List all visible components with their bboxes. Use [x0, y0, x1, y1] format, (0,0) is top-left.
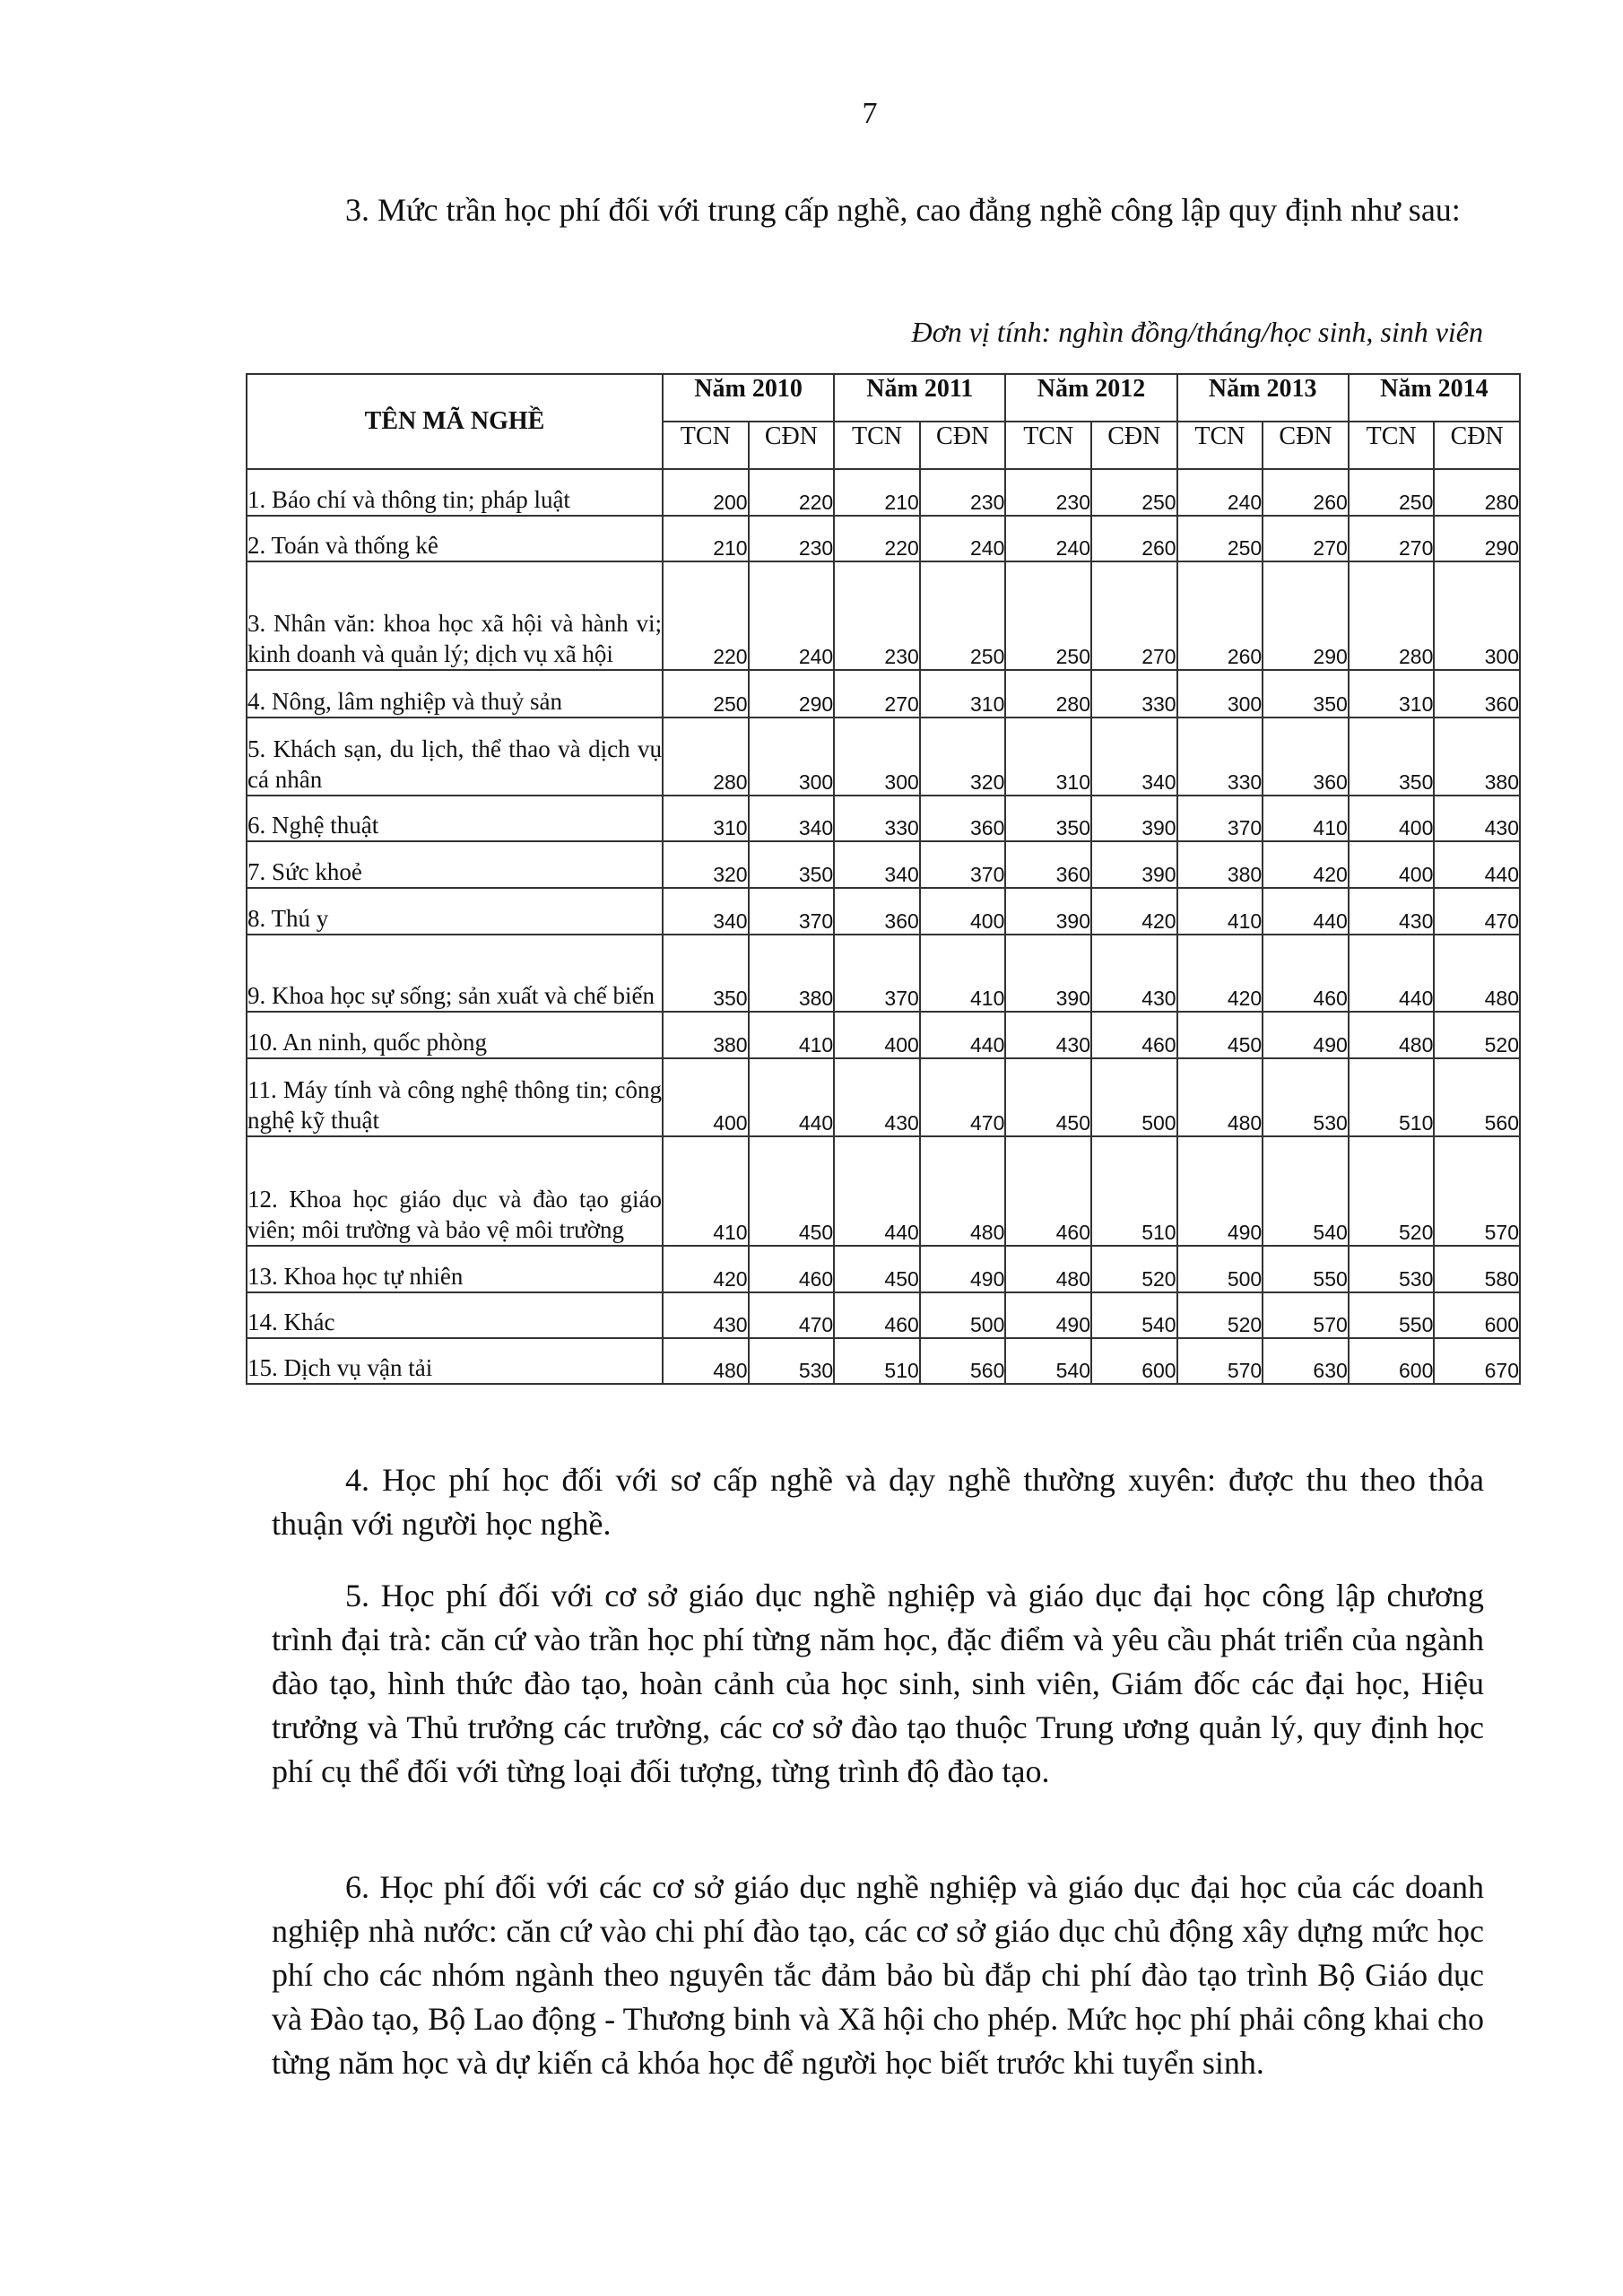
- profession-name-header: TÊN MÃ NGHỀ: [247, 374, 663, 469]
- cdn-fee-cell: 410: [1263, 796, 1349, 841]
- table-row: [247, 670, 1520, 718]
- table-row: [247, 1338, 1520, 1384]
- cdn-fee-cell: 480: [1434, 935, 1520, 1012]
- level-header-cdn: CĐN: [1263, 422, 1349, 469]
- tcn-fee-cell: 390: [1005, 888, 1091, 935]
- tcn-fee-cell: 300: [834, 718, 920, 796]
- cdn-fee-cell: 520: [1091, 1246, 1177, 1292]
- cdn-fee-cell: 350: [1263, 670, 1349, 718]
- table-row: [247, 1292, 1520, 1338]
- tcn-fee-cell: 400: [1349, 796, 1435, 841]
- unit-note: Đơn vị tính: nghìn đồng/tháng/học sinh, sinh viên: [911, 316, 1483, 348]
- tcn-fee-cell: 310: [1349, 670, 1435, 718]
- level-header-cdn: CĐN: [749, 422, 835, 469]
- cdn-fee-cell: 340: [749, 796, 835, 841]
- table-row: [247, 935, 1520, 1012]
- cdn-fee-cell: 370: [920, 841, 1006, 888]
- year-header: Năm 2010: [663, 374, 834, 422]
- profession-name-cell: 4. Nông, lâm nghiệp và thuỷ sản: [247, 670, 663, 718]
- table-row: [247, 718, 1520, 796]
- tcn-fee-cell: 460: [1005, 1136, 1091, 1246]
- cdn-fee-cell: 300: [749, 718, 835, 796]
- cdn-fee-cell: 500: [1091, 1058, 1177, 1136]
- tuition-fee-table: [246, 373, 1521, 1385]
- cdn-fee-cell: 560: [1434, 1058, 1520, 1136]
- tcn-fee-cell: 220: [834, 516, 920, 561]
- tcn-fee-cell: 210: [663, 516, 749, 561]
- profession-name-cell: 9. Khoa học sự sống; sản xuất và chế biến: [247, 935, 663, 1012]
- year-header: Năm 2012: [1005, 374, 1176, 422]
- tcn-fee-cell: 210: [834, 469, 920, 516]
- cdn-fee-cell: 410: [920, 935, 1006, 1012]
- cdn-fee-cell: 250: [920, 561, 1006, 670]
- cdn-fee-cell: 220: [749, 469, 835, 516]
- table-row: [247, 1246, 1520, 1292]
- cdn-fee-cell: 530: [1263, 1058, 1349, 1136]
- tcn-fee-cell: 370: [834, 935, 920, 1012]
- cdn-fee-cell: 520: [1434, 1012, 1520, 1058]
- cdn-fee-cell: 340: [1091, 718, 1177, 796]
- cdn-fee-cell: 360: [920, 796, 1006, 841]
- tcn-fee-cell: 410: [1177, 888, 1263, 935]
- cdn-fee-cell: 540: [1263, 1136, 1349, 1246]
- tcn-fee-cell: 280: [663, 718, 749, 796]
- tcn-fee-cell: 480: [1177, 1058, 1263, 1136]
- cdn-fee-cell: 460: [1091, 1012, 1177, 1058]
- level-header-tcn: TCN: [1005, 422, 1091, 469]
- cdn-fee-cell: 420: [1091, 888, 1177, 935]
- tcn-fee-cell: 430: [1349, 888, 1435, 935]
- profession-name-cell: 5. Khách sạn, du lịch, thể thao và dịch vụ cá nhân: [247, 718, 663, 796]
- cdn-fee-cell: 310: [920, 670, 1006, 718]
- cdn-fee-cell: 440: [920, 1012, 1006, 1058]
- cdn-fee-cell: 270: [1263, 516, 1349, 561]
- table-row: [247, 561, 1520, 670]
- cdn-fee-cell: 530: [749, 1338, 835, 1384]
- section-3-heading: 3. Mức trần học phí đối với trung cấp nghề, cao đẳng nghề công lập quy định như sau:: [345, 192, 1461, 228]
- cdn-fee-cell: 280: [1434, 469, 1520, 516]
- cdn-fee-cell: 440: [1263, 888, 1349, 935]
- tcn-fee-cell: 430: [663, 1292, 749, 1338]
- tcn-fee-cell: 520: [1349, 1136, 1435, 1246]
- tcn-fee-cell: 550: [1349, 1292, 1435, 1338]
- tcn-fee-cell: 220: [663, 561, 749, 670]
- cdn-fee-cell: 470: [920, 1058, 1006, 1136]
- tcn-fee-cell: 520: [1177, 1292, 1263, 1338]
- tcn-fee-cell: 430: [834, 1058, 920, 1136]
- year-header: Năm 2011: [834, 374, 1005, 422]
- level-header-tcn: TCN: [1349, 422, 1435, 469]
- tcn-fee-cell: 230: [834, 561, 920, 670]
- cdn-fee-cell: 510: [1091, 1136, 1177, 1246]
- profession-name-cell: 12. Khoa học giáo dục và đào tạo giáo viên; môi trường và bảo vệ môi trường: [247, 1136, 663, 1246]
- cdn-fee-cell: 430: [1091, 935, 1177, 1012]
- cdn-fee-cell: 630: [1263, 1338, 1349, 1384]
- tcn-fee-cell: 240: [1177, 469, 1263, 516]
- tcn-fee-cell: 260: [1177, 561, 1263, 670]
- cdn-fee-cell: 390: [1091, 841, 1177, 888]
- table-row: [247, 796, 1520, 841]
- cdn-fee-cell: 230: [749, 516, 835, 561]
- cdn-fee-cell: 410: [749, 1012, 835, 1058]
- cdn-fee-cell: 490: [1263, 1012, 1349, 1058]
- tcn-fee-cell: 330: [834, 796, 920, 841]
- cdn-fee-cell: 380: [1434, 718, 1520, 796]
- cdn-fee-cell: 270: [1091, 561, 1177, 670]
- cdn-fee-cell: 460: [1263, 935, 1349, 1012]
- cdn-fee-cell: 350: [749, 841, 835, 888]
- cdn-fee-cell: 560: [920, 1338, 1006, 1384]
- cdn-fee-cell: 670: [1434, 1338, 1520, 1384]
- tcn-fee-cell: 440: [834, 1136, 920, 1246]
- profession-name-cell: 1. Báo chí và thông tin; pháp luật: [247, 469, 663, 516]
- cdn-fee-cell: 440: [1434, 841, 1520, 888]
- year-header: Năm 2014: [1349, 374, 1520, 422]
- table-row: [247, 469, 1520, 516]
- tcn-fee-cell: 380: [1177, 841, 1263, 888]
- cdn-fee-cell: 470: [749, 1292, 835, 1338]
- profession-name-cell: 8. Thú y: [247, 888, 663, 935]
- profession-name-cell: 3. Nhân văn: khoa học xã hội và hành vi; kinh doanh và quản lý; dịch vụ xã hội: [247, 561, 663, 670]
- cdn-fee-cell: 480: [920, 1136, 1006, 1246]
- cdn-fee-cell: 570: [1263, 1292, 1349, 1338]
- tcn-fee-cell: 490: [1177, 1136, 1263, 1246]
- table-row: [247, 1058, 1520, 1136]
- tcn-fee-cell: 530: [1349, 1246, 1435, 1292]
- cdn-fee-cell: 490: [920, 1246, 1006, 1292]
- tcn-fee-cell: 490: [1005, 1292, 1091, 1338]
- tcn-fee-cell: 270: [834, 670, 920, 718]
- tcn-fee-cell: 440: [1349, 935, 1435, 1012]
- cdn-fee-cell: 290: [749, 670, 835, 718]
- cdn-fee-cell: 260: [1263, 469, 1349, 516]
- tcn-fee-cell: 420: [1177, 935, 1263, 1012]
- cdn-fee-cell: 470: [1434, 888, 1520, 935]
- cdn-fee-cell: 600: [1091, 1338, 1177, 1384]
- tcn-fee-cell: 360: [834, 888, 920, 935]
- cdn-fee-cell: 540: [1091, 1292, 1177, 1338]
- page-number: 7: [862, 97, 878, 130]
- cdn-fee-cell: 400: [920, 888, 1006, 935]
- tcn-fee-cell: 450: [1177, 1012, 1263, 1058]
- cdn-fee-cell: 500: [920, 1292, 1006, 1338]
- profession-name-cell: 10. An ninh, quốc phòng: [247, 1012, 663, 1058]
- tcn-fee-cell: 280: [1349, 561, 1435, 670]
- tcn-fee-cell: 360: [1005, 841, 1091, 888]
- tcn-fee-cell: 450: [834, 1246, 920, 1292]
- tcn-fee-cell: 300: [1177, 670, 1263, 718]
- tcn-fee-cell: 480: [1005, 1246, 1091, 1292]
- tcn-fee-cell: 350: [1005, 796, 1091, 841]
- tcn-fee-cell: 400: [1349, 841, 1435, 888]
- tcn-fee-cell: 600: [1349, 1338, 1435, 1384]
- tcn-fee-cell: 280: [1005, 670, 1091, 718]
- tcn-fee-cell: 230: [1005, 469, 1091, 516]
- cdn-fee-cell: 450: [749, 1136, 835, 1246]
- tcn-fee-cell: 340: [663, 888, 749, 935]
- tcn-fee-cell: 320: [663, 841, 749, 888]
- tcn-fee-cell: 400: [834, 1012, 920, 1058]
- level-header-cdn: CĐN: [1091, 422, 1177, 469]
- tcn-fee-cell: 480: [1349, 1012, 1435, 1058]
- tcn-fee-cell: 510: [1349, 1058, 1435, 1136]
- profession-name-cell: 6. Nghệ thuật: [247, 796, 663, 841]
- tcn-fee-cell: 430: [1005, 1012, 1091, 1058]
- tcn-fee-cell: 500: [1177, 1246, 1263, 1292]
- cdn-fee-cell: 290: [1263, 561, 1349, 670]
- cdn-fee-cell: 430: [1434, 796, 1520, 841]
- profession-name-cell: 11. Máy tính và công nghệ thông tin; công nghệ kỹ thuật: [247, 1058, 663, 1136]
- profession-name-cell: 2. Toán và thống kê: [247, 516, 663, 561]
- cdn-fee-cell: 420: [1263, 841, 1349, 888]
- year-header-row: [247, 374, 1520, 422]
- tcn-fee-cell: 250: [1349, 469, 1435, 516]
- tcn-fee-cell: 240: [1005, 516, 1091, 561]
- level-header-tcn: TCN: [834, 422, 920, 469]
- tcn-fee-cell: 250: [663, 670, 749, 718]
- table-row: [247, 1012, 1520, 1058]
- tcn-fee-cell: 310: [663, 796, 749, 841]
- tcn-fee-cell: 380: [663, 1012, 749, 1058]
- cdn-fee-cell: 260: [1091, 516, 1177, 561]
- tcn-fee-cell: 310: [1005, 718, 1091, 796]
- cdn-fee-cell: 360: [1263, 718, 1349, 796]
- year-header: Năm 2013: [1177, 374, 1349, 422]
- level-header-tcn: TCN: [663, 422, 749, 469]
- tcn-fee-cell: 270: [1349, 516, 1435, 561]
- cdn-fee-cell: 550: [1263, 1246, 1349, 1292]
- cdn-fee-cell: 240: [920, 516, 1006, 561]
- table-row: [247, 1136, 1520, 1246]
- cdn-fee-cell: 320: [920, 718, 1006, 796]
- cdn-fee-cell: 290: [1434, 516, 1520, 561]
- tcn-fee-cell: 370: [1177, 796, 1263, 841]
- section-6-paragraph: 6. Học phí đối với các cơ sở giáo dục nghề nghiệp và giáo dục đại học của các doanh nghiệp nhà nước: căn cứ vào chi phí đào tạo, các cơ sở giáo dục chủ động xây dựng mức học phí cho các nhóm ngành theo nguyên tắc đảm bảo bù đắp chi phí đào tạo trình Bộ Giáo dục và Đào tạo, Bộ Lao động - Thương binh và Xã hội cho phép. Mức học phí phải công khai cho từng năm học và dự kiến cả khóa học để người học biết trước khi tuyển sinh.: [272, 1869, 1484, 2081]
- tcn-fee-cell: 460: [834, 1292, 920, 1338]
- level-header-cdn: CĐN: [920, 422, 1006, 469]
- tcn-fee-cell: 340: [834, 841, 920, 888]
- tcn-fee-cell: 420: [663, 1246, 749, 1292]
- tcn-fee-cell: 200: [663, 469, 749, 516]
- section-5-paragraph: 5. Học phí đối với cơ sở giáo dục nghề nghiệp và giáo dục đại học công lập chương trình đại trà: căn cứ vào trần học phí từng năm học, đặc điểm và yêu cầu phát triển của ngành đào tạo, hình thức đào tạo, hoàn cảnh của học sinh, sinh viên, Giám đốc các đại học, Hiệu trưởng và Thủ trưởng các trường, các cơ sở đào tạo thuộc Trung ương quản lý, quy định học phí cụ thể đối với từng loại đối tượng, từng trình độ đào tạo.: [272, 1578, 1484, 1789]
- cdn-fee-cell: 360: [1434, 670, 1520, 718]
- cdn-fee-cell: 380: [749, 935, 835, 1012]
- level-header-cdn: CĐN: [1434, 422, 1520, 469]
- cdn-fee-cell: 330: [1091, 670, 1177, 718]
- cdn-fee-cell: 460: [749, 1246, 835, 1292]
- tcn-fee-cell: 480: [663, 1338, 749, 1384]
- cdn-fee-cell: 570: [1434, 1136, 1520, 1246]
- profession-name-cell: 14. Khác: [247, 1292, 663, 1338]
- profession-name-cell: 7. Sức khoẻ: [247, 841, 663, 888]
- tcn-fee-cell: 250: [1005, 561, 1091, 670]
- tcn-fee-cell: 540: [1005, 1338, 1091, 1384]
- level-header-tcn: TCN: [1177, 422, 1263, 469]
- tcn-fee-cell: 330: [1177, 718, 1263, 796]
- table-row: [247, 516, 1520, 561]
- cdn-fee-cell: 390: [1091, 796, 1177, 841]
- profession-name-cell: 13. Khoa học tự nhiên: [247, 1246, 663, 1292]
- cdn-fee-cell: 250: [1091, 469, 1177, 516]
- tcn-fee-cell: 510: [834, 1338, 920, 1384]
- cdn-fee-cell: 600: [1434, 1292, 1520, 1338]
- tcn-fee-cell: 570: [1177, 1338, 1263, 1384]
- tcn-fee-cell: 350: [1349, 718, 1435, 796]
- table-row: [247, 888, 1520, 935]
- tcn-fee-cell: 250: [1177, 516, 1263, 561]
- tcn-fee-cell: 410: [663, 1136, 749, 1246]
- table-row: [247, 841, 1520, 888]
- section-4-paragraph: 4. Học phí học đối với sơ cấp nghề và dạy nghề thường xuyên: được thu theo thỏa thuận với người học nghề.: [272, 1462, 1484, 1542]
- tcn-fee-cell: 450: [1005, 1058, 1091, 1136]
- tcn-fee-cell: 400: [663, 1058, 749, 1136]
- cdn-fee-cell: 230: [920, 469, 1006, 516]
- cdn-fee-cell: 240: [749, 561, 835, 670]
- profession-name-cell: 15. Dịch vụ vận tải: [247, 1338, 663, 1384]
- tcn-fee-cell: 390: [1005, 935, 1091, 1012]
- cdn-fee-cell: 580: [1434, 1246, 1520, 1292]
- cdn-fee-cell: 300: [1434, 561, 1520, 670]
- tcn-fee-cell: 350: [663, 935, 749, 1012]
- cdn-fee-cell: 370: [749, 888, 835, 935]
- cdn-fee-cell: 440: [749, 1058, 835, 1136]
